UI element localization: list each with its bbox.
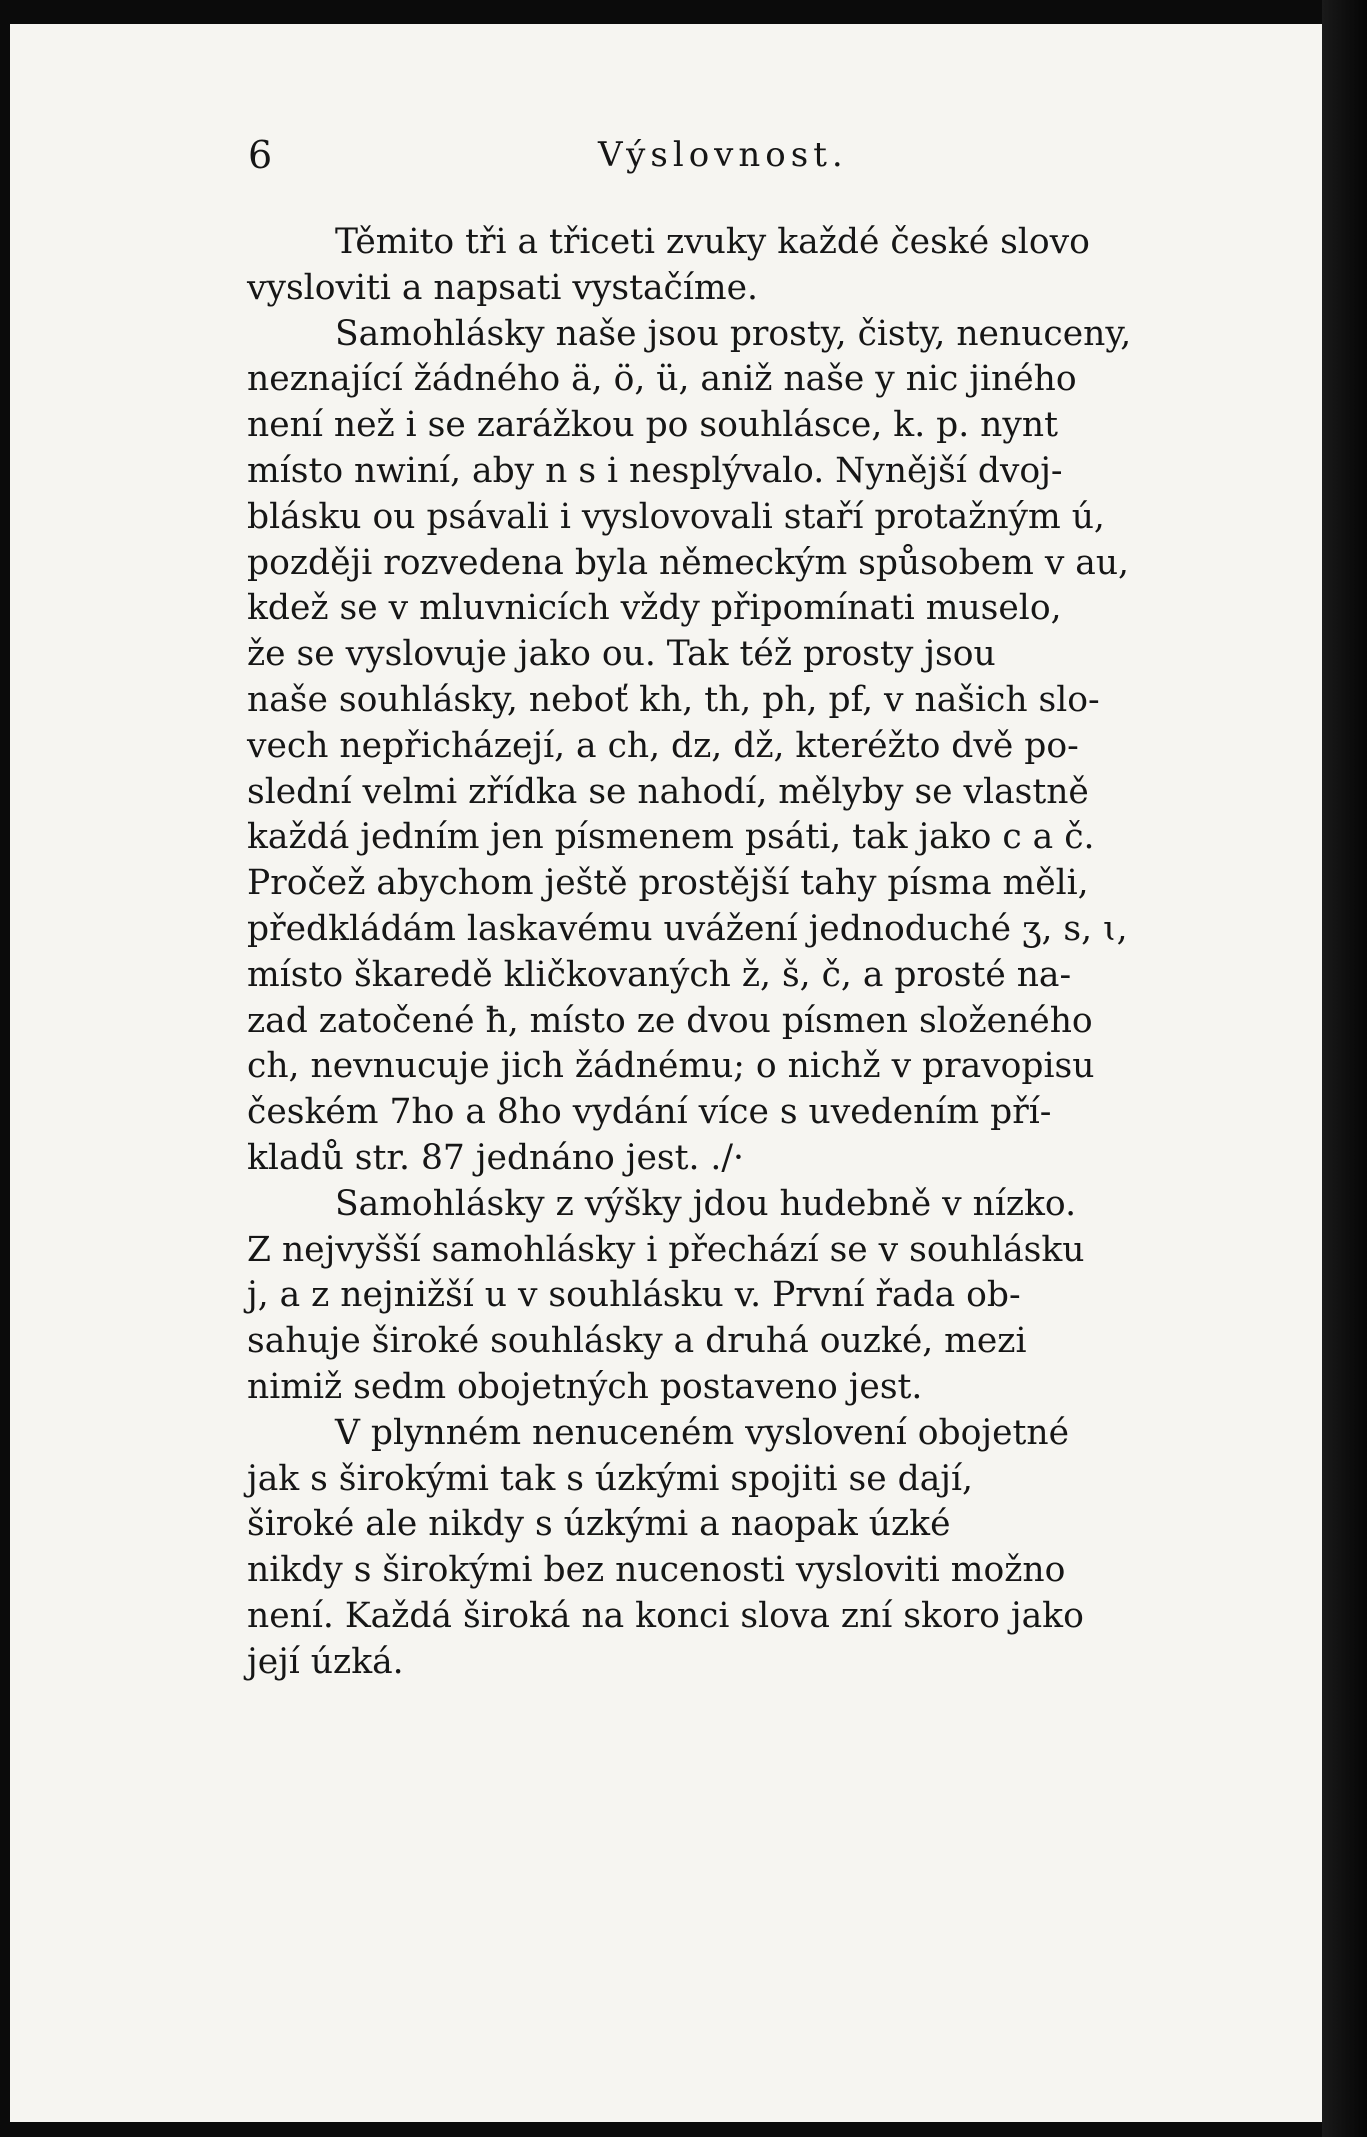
text-line: blásku ou psávali i vyslovovali staří protažným ú, [247, 496, 1105, 537]
text-line: široké ale nikdy s úzkými a naopak úzké [247, 1504, 951, 1545]
text-line: její úzká. [247, 1641, 404, 1682]
paragraph [247, 312, 1213, 1182]
text-line: není. Každá široká na konci slova zní skoro jako [247, 1595, 1084, 1636]
text-line: sahuje široké souhlásky a druhá ouzké, mezi [247, 1321, 1027, 1362]
text-line: není než i se zarážkou po souhlásce, k. p. nynt [247, 405, 1058, 446]
text-line: neznající žádného ä, ö, ü, aniž naše y nic jiného [247, 359, 1077, 400]
text-line: Samohlásky naše jsou prosty, čisty, nenuceny, [335, 313, 1132, 354]
text-line: Samohlásky z výšky jdou hudebně v nízko. [335, 1183, 1077, 1224]
text-line: Z nejvyšší samohlásky i přechází se v souhlásku [247, 1229, 1085, 1270]
text-line: jak s širokými tak s úzkými spojiti se dají, [247, 1458, 973, 1499]
text-line: nikdy s širokými bez nucenosti vysloviti možno [247, 1550, 1066, 1591]
paragraph [247, 1182, 1213, 1411]
text-line: vech nepřicházejí, a ch, dz, dž, kteréžto dvě po- [247, 725, 1079, 766]
scan-border-right [1322, 0, 1367, 2137]
text-line: že se vyslovuje jako ou. Tak též prosty jsou [247, 634, 996, 675]
text-line: zad zatočené ħ, místo ze dvou písmen složeného [247, 1000, 1093, 1041]
text-line: místo škaredě kličkovaných ž, š, č, a prosté na- [247, 954, 1072, 995]
running-title: Výslovnost. [598, 135, 848, 175]
text-line: českém 7ho a 8ho vydání více s uvedením pří- [247, 1092, 1052, 1133]
text-line: kdež se v mluvnicích vždy připomínati muselo, [247, 588, 1062, 629]
page-number: 6 [248, 133, 273, 177]
text-line: j, a z nejnižší u v souhlásku v. První řada ob- [247, 1275, 1021, 1316]
text-line: každá jedním jen písmenem psáti, tak jako c a č. [247, 817, 1095, 858]
text-line: Pročež abychom ještě prostější tahy písma měli, [247, 863, 1089, 904]
scan-border-top [0, 0, 1367, 24]
page-header [240, 125, 1200, 185]
text-line: V plynném nenuceném vyslovení obojetné [335, 1412, 1070, 1453]
text-line: Těmito tři a třiceti zvuky každé české slovo [335, 222, 1090, 262]
text-line: naše souhlásky, neboť kh, th, ph, pf, v našich slo- [247, 679, 1100, 720]
text-line: později rozvedena byla německým spůsobem v au, [247, 542, 1130, 583]
text-line: slední velmi zřídka se nahodí, mělyby se vlastně [247, 771, 1089, 812]
text-line: kladů str. 87 jednáno jest. ./· [247, 1137, 744, 1178]
text-line: ch, nevnucuje jich žádnému; o nichž v pravopisu [247, 1046, 1095, 1087]
text-line: předkládám laskavému uvážení jednoduché ʒ, ѕ, ɩ, [247, 908, 1128, 949]
text-line: nimiž sedm obojetných postaveno jest. [247, 1366, 923, 1407]
text-line: vysloviti a napsati vystačíme. [247, 267, 758, 308]
paragraph [247, 1411, 1213, 1686]
body-text [247, 220, 1213, 1686]
text-line: místo nwiní, aby n s i nesplývalo. Nynější dvoj- [247, 450, 1063, 491]
paragraph [247, 220, 1213, 312]
